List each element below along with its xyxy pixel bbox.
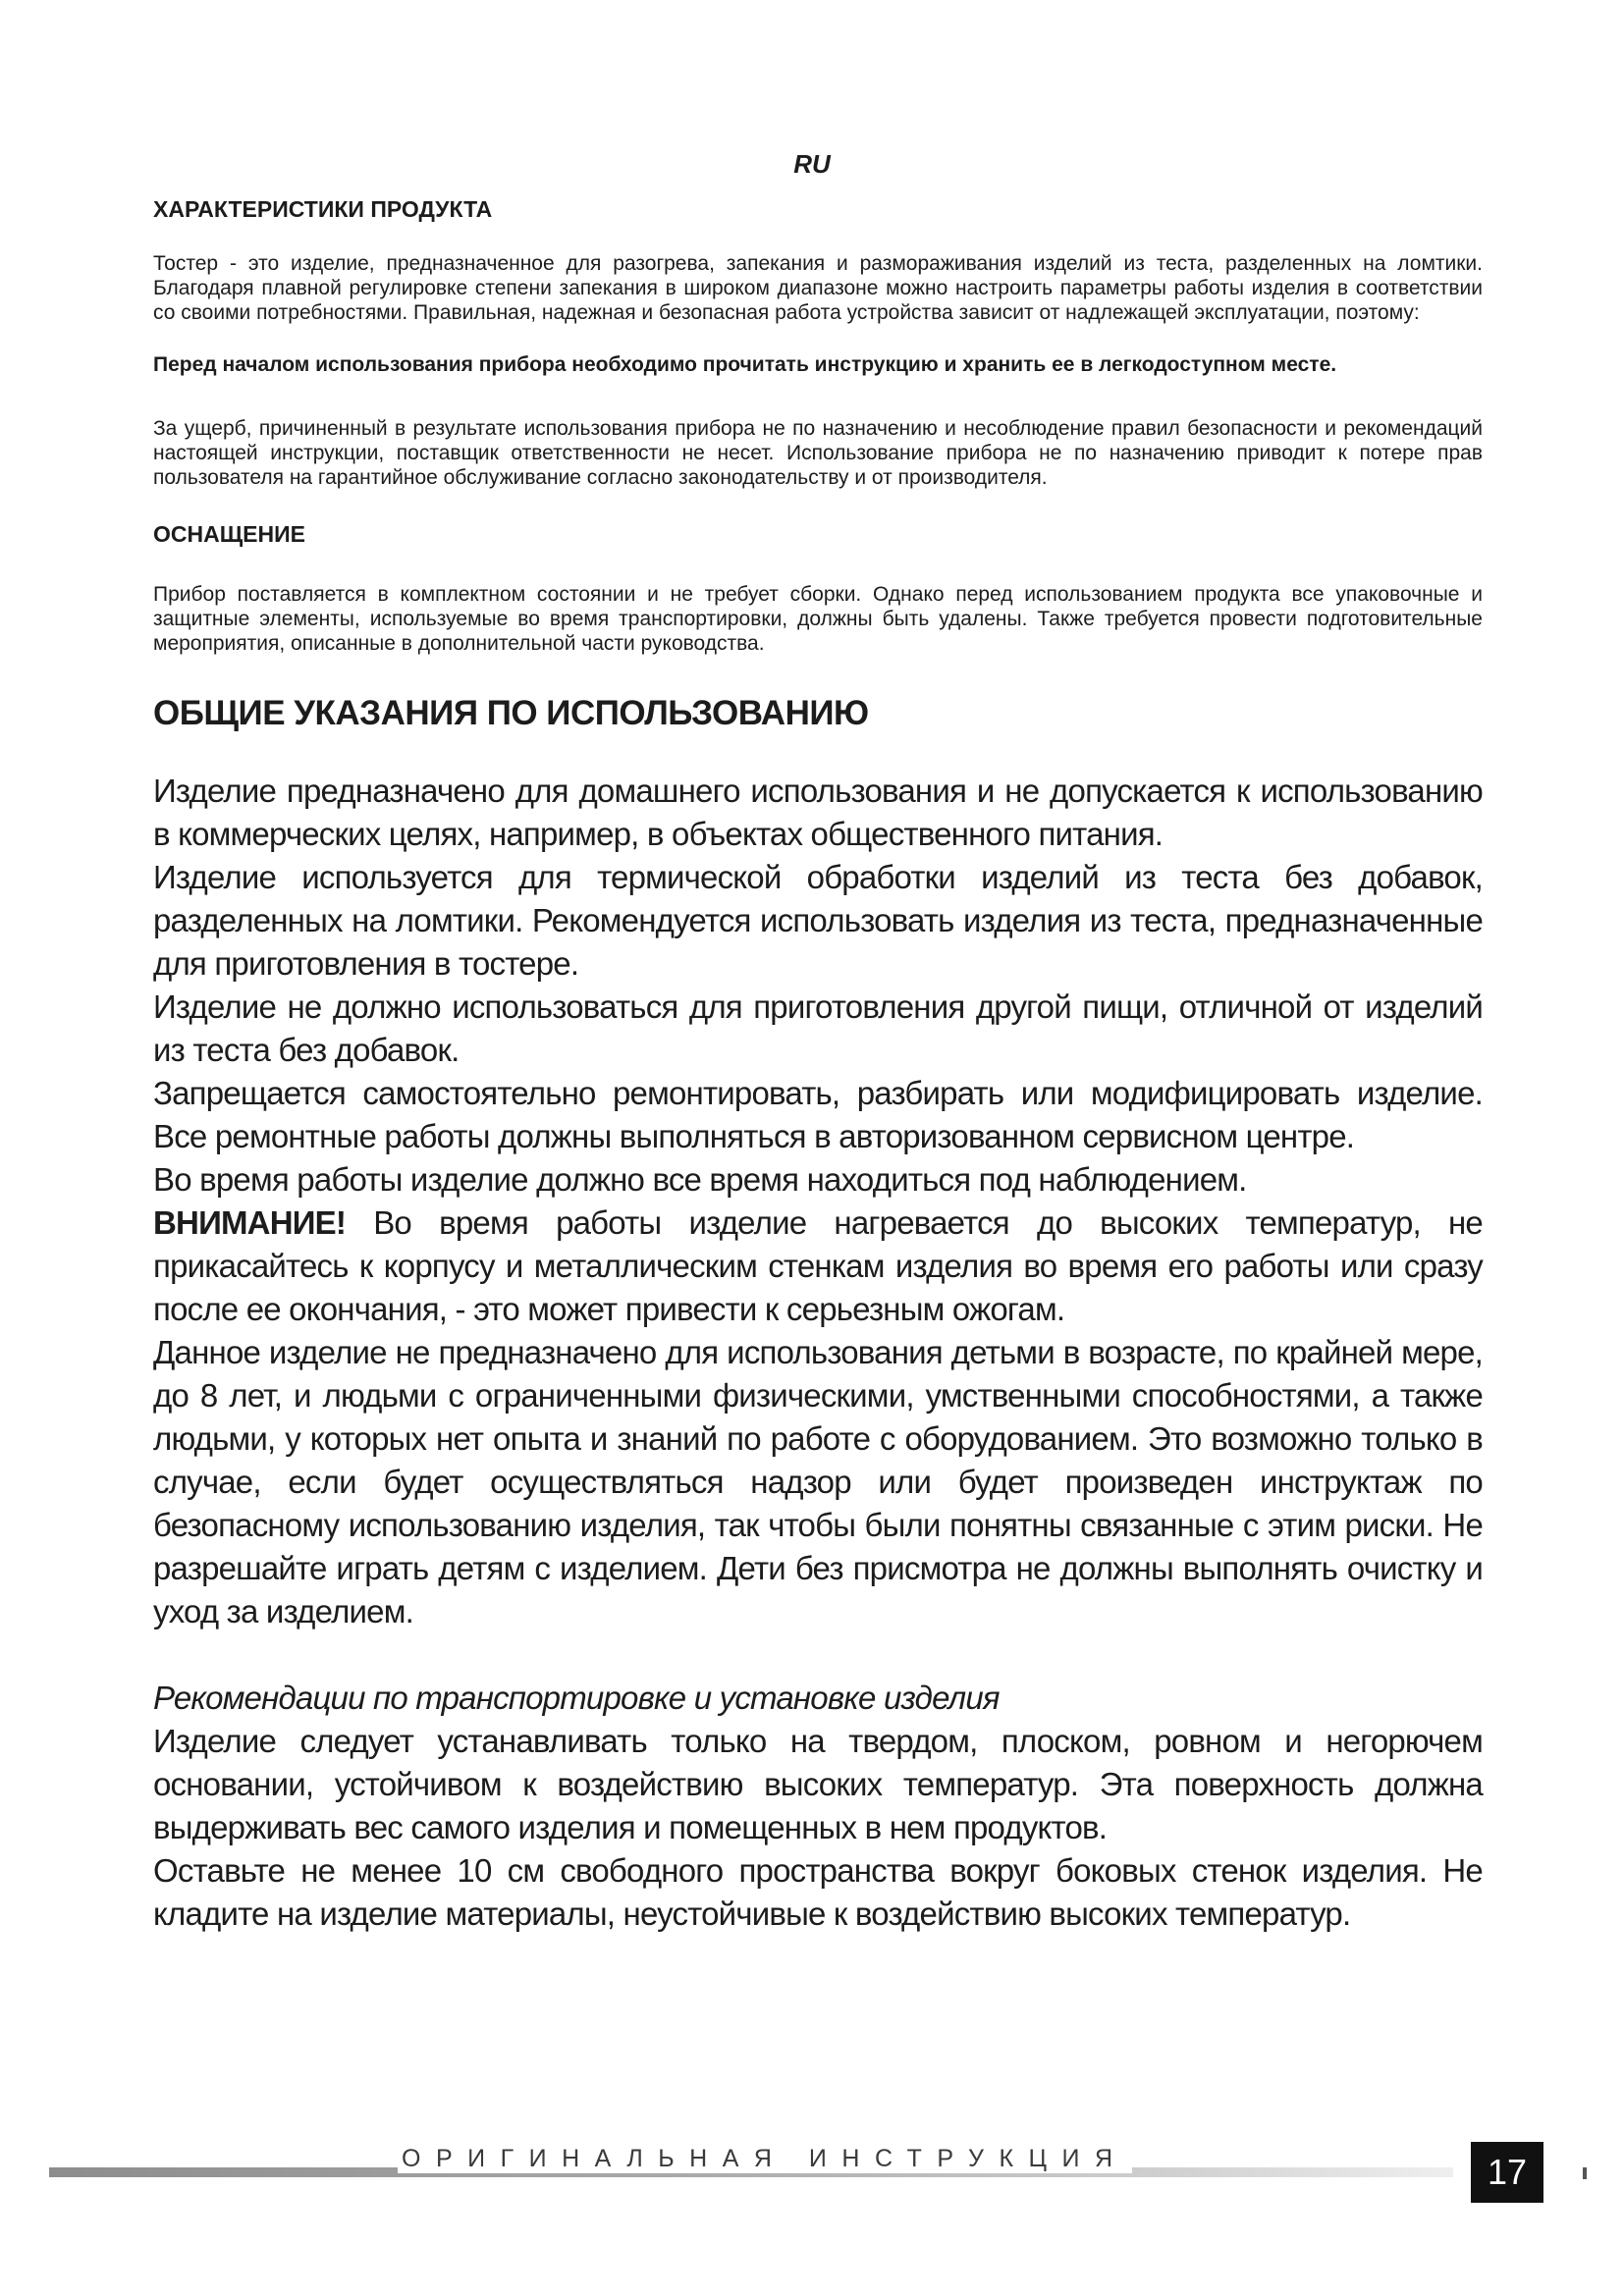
section-title-characteristics: ХАРАКТЕРИСТИКИ ПРОДУКТА [153,196,493,222]
document-content [153,194,1483,1936]
transport-paragraph-1: Изделие следует устанавливать только на твердом, плоском, ровном и негорючем основании, устойчивом к воздействию высоких температур. Эта поверхность должна выдерживать вес самого изделия и помещенных в нем продуктов. [153,1723,1483,1845]
equipment-paragraph: Прибор поставляется в комплектном состоянии и не требует сборки. Однако перед использованием продукта все упаковочные и защитные элементы, используемые во время транспортировки, должны быть удалены. Также требуется провести подготовительные мероприятия, описанные в дополнительной части руководства. [153,583,1483,655]
characteristics-paragraph: Тостер - это изделие, предназначенное для разогрева, запекания и размораживания изделий из теста, разделенных на ломтики. Благодаря плавной регулировке степени запекания в широком диапазоне можно настроить параметры работы изделия в соответствии со своими потребностями. Правильная, надежная и безопасная работа устройства зависит от надлежащей эксплуатации, поэтому: [153,252,1483,324]
section-title-equipment: ОСНАЩЕНИЕ [153,521,305,547]
footer-caption: ОРИГИНАЛЬНАЯ ИНСТРУКЦИЯ [398,2144,1132,2173]
page-number: 17 [1471,2142,1543,2203]
liability-paragraph: За ущерб, причиненный в результате использования прибора не по назначению и несоблюдение правил безопасности и рекомендаций настоящей инструкции, поставщик ответственности не несет. Использование прибора не по назначению приводит к потере прав пользователя на гарантийное обслуживание согласно законодательству и от производителя. [153,417,1483,489]
page-edge-mark [1583,2167,1587,2179]
transport-paragraph-2: Оставьте не менее 10 см свободного пространства вокруг боковых стенок изделия. Не кладите на изделие материалы, неустойчивые к воздействию высоких температур. [153,1852,1483,1932]
general-paragraph-5: Во время работы изделие должно все время находиться под наблюдением. [153,1161,1247,1198]
general-paragraph-2: Изделие используется для термической обработки изделий из теста без добавок, разделенных на ломтики. Рекомендуется использовать изделия из теста, предназначенные для приготовления в тостере. [153,859,1483,982]
general-paragraph-1: Изделие предназначено для домашнего использования и не допускается к использованию в коммерческих целях, например, в объектах общественного питания. [153,773,1483,852]
language-label: RU [793,149,831,179]
warning-label: ВНИМАНИЕ! [153,1204,347,1241]
transport-title: Рекомендации по транспортировке и установке изделия [153,1680,1000,1716]
general-paragraph-7: Данное изделие не предназначено для использования детьми в возрасте, по крайней мере, до 8 лет, и людьми с ограниченными физическими, умственными способностями, а также людьми, у которых нет опыта и знаний по работе с оборудованием. Это возможно только в случае, если будет осуществляться надзор или будет произведен инструктаж по безопасному использованию изделия, так чтобы были понятны связанные с этим риски. Не разрешайте играть детям с изделием. Дети без присмотра не должны выполнять очистку и уход за изделием. [153,1334,1483,1629]
general-paragraph-3: Изделие не должно использоваться для приготовления другой пищи, отличной от изделий из теста без добавок. [153,988,1483,1068]
general-instructions [153,770,1483,1936]
warning-text: Во время работы изделие нагревается до высоких температур, не прикасайтесь к корпусу и металлическим стенкам изделия во время его работы или сразу после ее окончания, - это может привести к серьезным ожогам. [153,1204,1483,1327]
section-title-general: ОБЩИЕ УКАЗАНИЯ ПО ИСПОЛЬЗОВАНИЮ [153,694,869,732]
general-paragraph-4: Запрещается самостоятельно ремонтировать, разбирать или модифицировать изделие. Все ремонтные работы должны выполняться в авторизованном сервисном центре. [153,1075,1483,1154]
general-paragraph-6 [153,1201,1483,1331]
read-instruction-notice: Перед началом использования прибора необходимо прочитать инструкцию и хранить ее в легкодоступном месте. [153,353,1337,376]
